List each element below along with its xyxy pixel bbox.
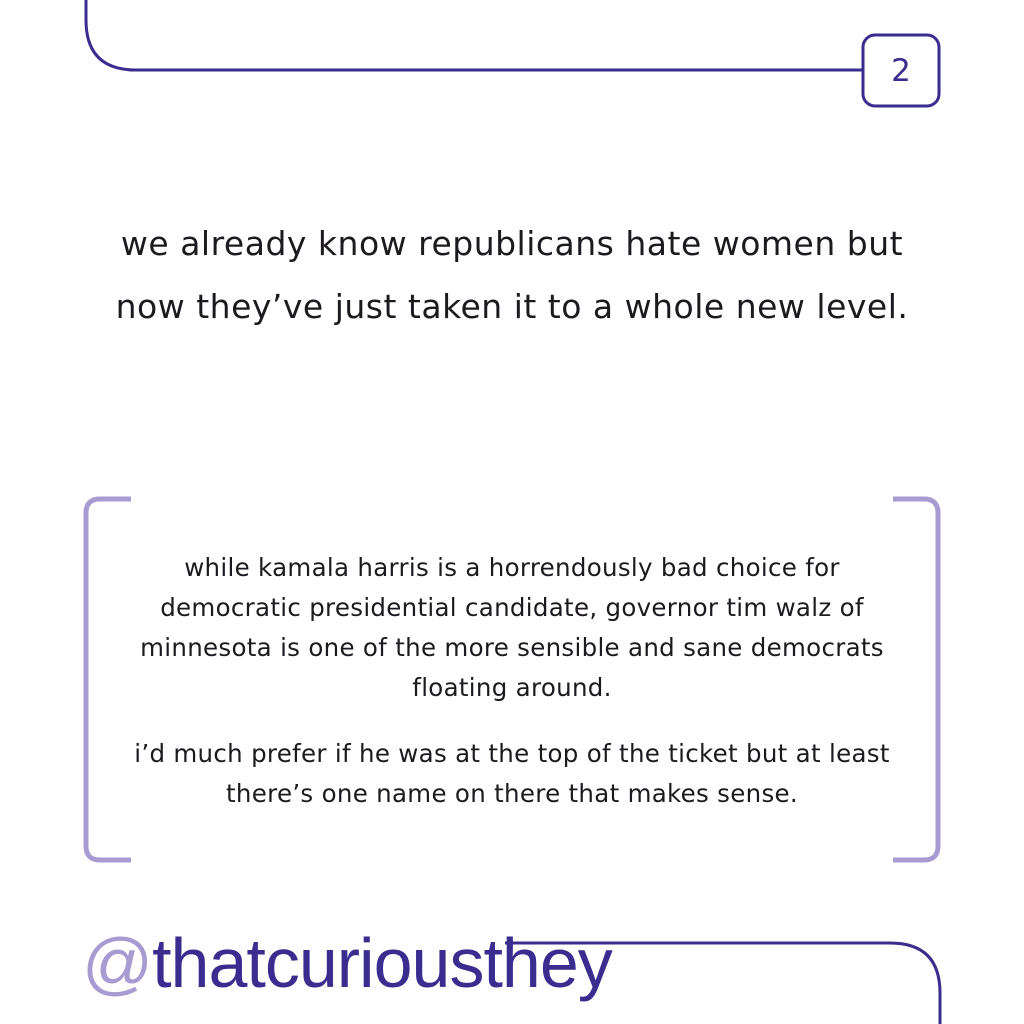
page-number: 2 [891, 52, 911, 89]
social-handle [82, 908, 612, 1002]
handle-at-sign: @ [82, 924, 153, 1002]
quote-block [130, 548, 894, 814]
handle-name: thatcuriousthey [152, 924, 612, 1002]
top-frame-line [86, 0, 863, 70]
left-bracket [86, 499, 131, 860]
right-bracket [893, 499, 938, 860]
quote-paragraph: while kamala harris is a horrendously bad choice for democratic presidential candidate, governor tim walz of minnesota is one of the more sensible and sane democrats floating around. [140, 553, 884, 702]
quote-paragraph: i’d much prefer if he was at the top of the ticket but at least there’s one name on there that makes sense. [134, 739, 890, 808]
headline: we already know republicans hate women but now they’ve just taken it to a whole new level. [115, 224, 909, 326]
